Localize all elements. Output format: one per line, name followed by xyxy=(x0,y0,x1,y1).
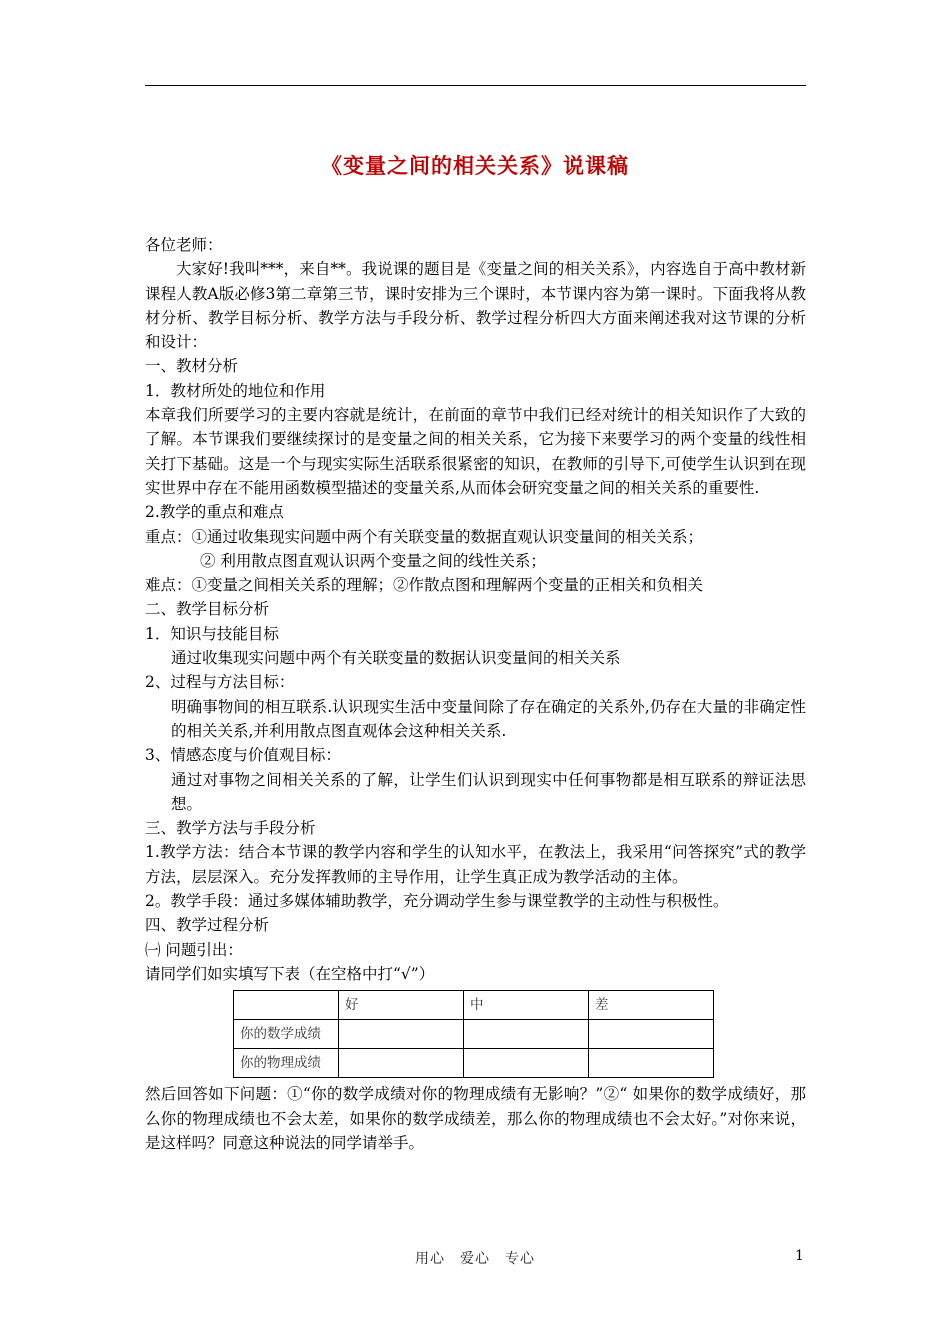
header-medium: 中 xyxy=(464,991,589,1020)
section-2-2-heading: 2、过程与方法目标： xyxy=(145,673,295,692)
physics-poor-cell[interactable] xyxy=(589,1049,714,1078)
page-number: 1 xyxy=(795,1248,804,1264)
section-2-3-body: 通过对事物之间相关关系的了解，让学生们认识到现实中任何事物都是相互联系的辩证法思想。 xyxy=(171,770,806,813)
section-3-1-body: 1.教学方法：结合本节课的教学内容和学生的认知水平，在教法上，我采用“问答探究”式的教学方法，层层深入。充分发挥教师的主导作用，让学生真正成为教学活动的主体。 xyxy=(145,843,806,886)
row-label-physics: 你的物理成绩 xyxy=(234,1049,339,1078)
section-1-heading: 一、教材分析 xyxy=(145,357,239,376)
section-2-1-body: 通过收集现实问题中两个有关联变量的数据认识变量间的相关关系 xyxy=(171,649,621,668)
table-intro: 请同学们如实填写下表（在空格中打“√”） xyxy=(145,964,435,983)
document-body xyxy=(145,233,806,1155)
physics-medium-cell[interactable] xyxy=(464,1049,589,1078)
row-label-math: 你的数学成绩 xyxy=(234,1020,339,1049)
section-2-heading: 二、教学目标分析 xyxy=(145,600,270,619)
header-rule xyxy=(145,85,806,86)
section-1-1-body: 本章我们所要学习的主要内容就是统计，在前面的章节中我们已经对统计的相关知识作了大致的了解。本节课我们要继续探讨的是变量之间的相关关系，它为接下来要学习的两个变量的线性相关打下基础。这是一个与现实实际生活联系很紧密的知识，在教师的引导下,可使学生认识到在现实世界中存在不能用函数模型描述的变量关系,从而体会研究变量之间的相关关系的重要性. xyxy=(145,406,806,497)
section-3-heading: 三、教学方法与手段分析 xyxy=(145,819,316,838)
section-2-1-heading: 1．知识与技能目标 xyxy=(145,624,279,643)
after-table-questions: 然后回答如下问题：①“你的数学成绩对你的物理成绩有无影响？”②“ 如果你的数学成绩好，那么你的物理成绩也不会太差，如果你的数学成绩差，那么你的物理成绩也不会太好。”对你来说，是这样吗？同意这种说法的同学请举手。 xyxy=(145,1085,806,1152)
key-points-line-1: 重点：①通过收集现实问题中两个有关联变量的数据直观认识变量间的相关关系； xyxy=(145,527,704,546)
difficulties-line: 难点：①变量之间相关关系的理解；②作散点图和理解两个变量的正相关和负相关 xyxy=(145,576,704,595)
math-medium-cell[interactable] xyxy=(464,1020,589,1049)
physics-good-cell[interactable] xyxy=(339,1049,464,1078)
table-row xyxy=(234,1020,714,1049)
header-poor: 差 xyxy=(589,991,714,1020)
math-poor-cell[interactable] xyxy=(589,1020,714,1049)
table-header-row xyxy=(234,991,714,1020)
section-2-3-heading: 3、情感态度与价值观目标： xyxy=(145,746,341,765)
document-title: 《变量之间的相关关系》说课稿 xyxy=(321,154,629,178)
section-4-heading: 四、教学过程分析 xyxy=(145,916,270,935)
section-4-1-heading: ㈠ 问题引出： xyxy=(145,940,243,959)
section-3-2-body: 2。教学手段：通过多媒体辅助教学，充分调动学生参与课堂教学的主动性与积极性。 xyxy=(145,892,729,911)
section-2-2-body: 明确事物间的相互联系.认识现实生活中变量间除了存在确定的关系外,仍存在大量的非确定性的相关关系,并利用散点图直观体会这种相关关系. xyxy=(171,697,806,740)
intro-paragraph: 大家好!我叫***，来自**。我说课的题目是《变量之间的相关关系》，内容选自于高中教材新课程人教A版必修3第二章第三节，课时安排为三个课时，本节课内容为第一课时。下面我将从教材分析、教学目标分析、教学方法与手段分析、教学过程分析四大方面来阐述我对这节课的分析和设计： xyxy=(145,260,806,352)
math-good-cell[interactable] xyxy=(339,1020,464,1049)
greeting: 各位老师： xyxy=(145,236,223,254)
grade-survey-table xyxy=(233,990,714,1078)
section-1-1-heading: 1．教材所处的地位和作用 xyxy=(145,381,326,400)
key-points-line-2: ② 利用散点图直观认识两个变量之间的线性关系； xyxy=(200,551,546,570)
table-corner-cell xyxy=(234,991,339,1020)
table-row xyxy=(234,1049,714,1078)
section-1-2-heading: 2.教学的重点和难点 xyxy=(145,503,284,522)
header-good: 好 xyxy=(339,991,464,1020)
footer-motto: 用心 爱心 专心 xyxy=(415,1251,535,1267)
